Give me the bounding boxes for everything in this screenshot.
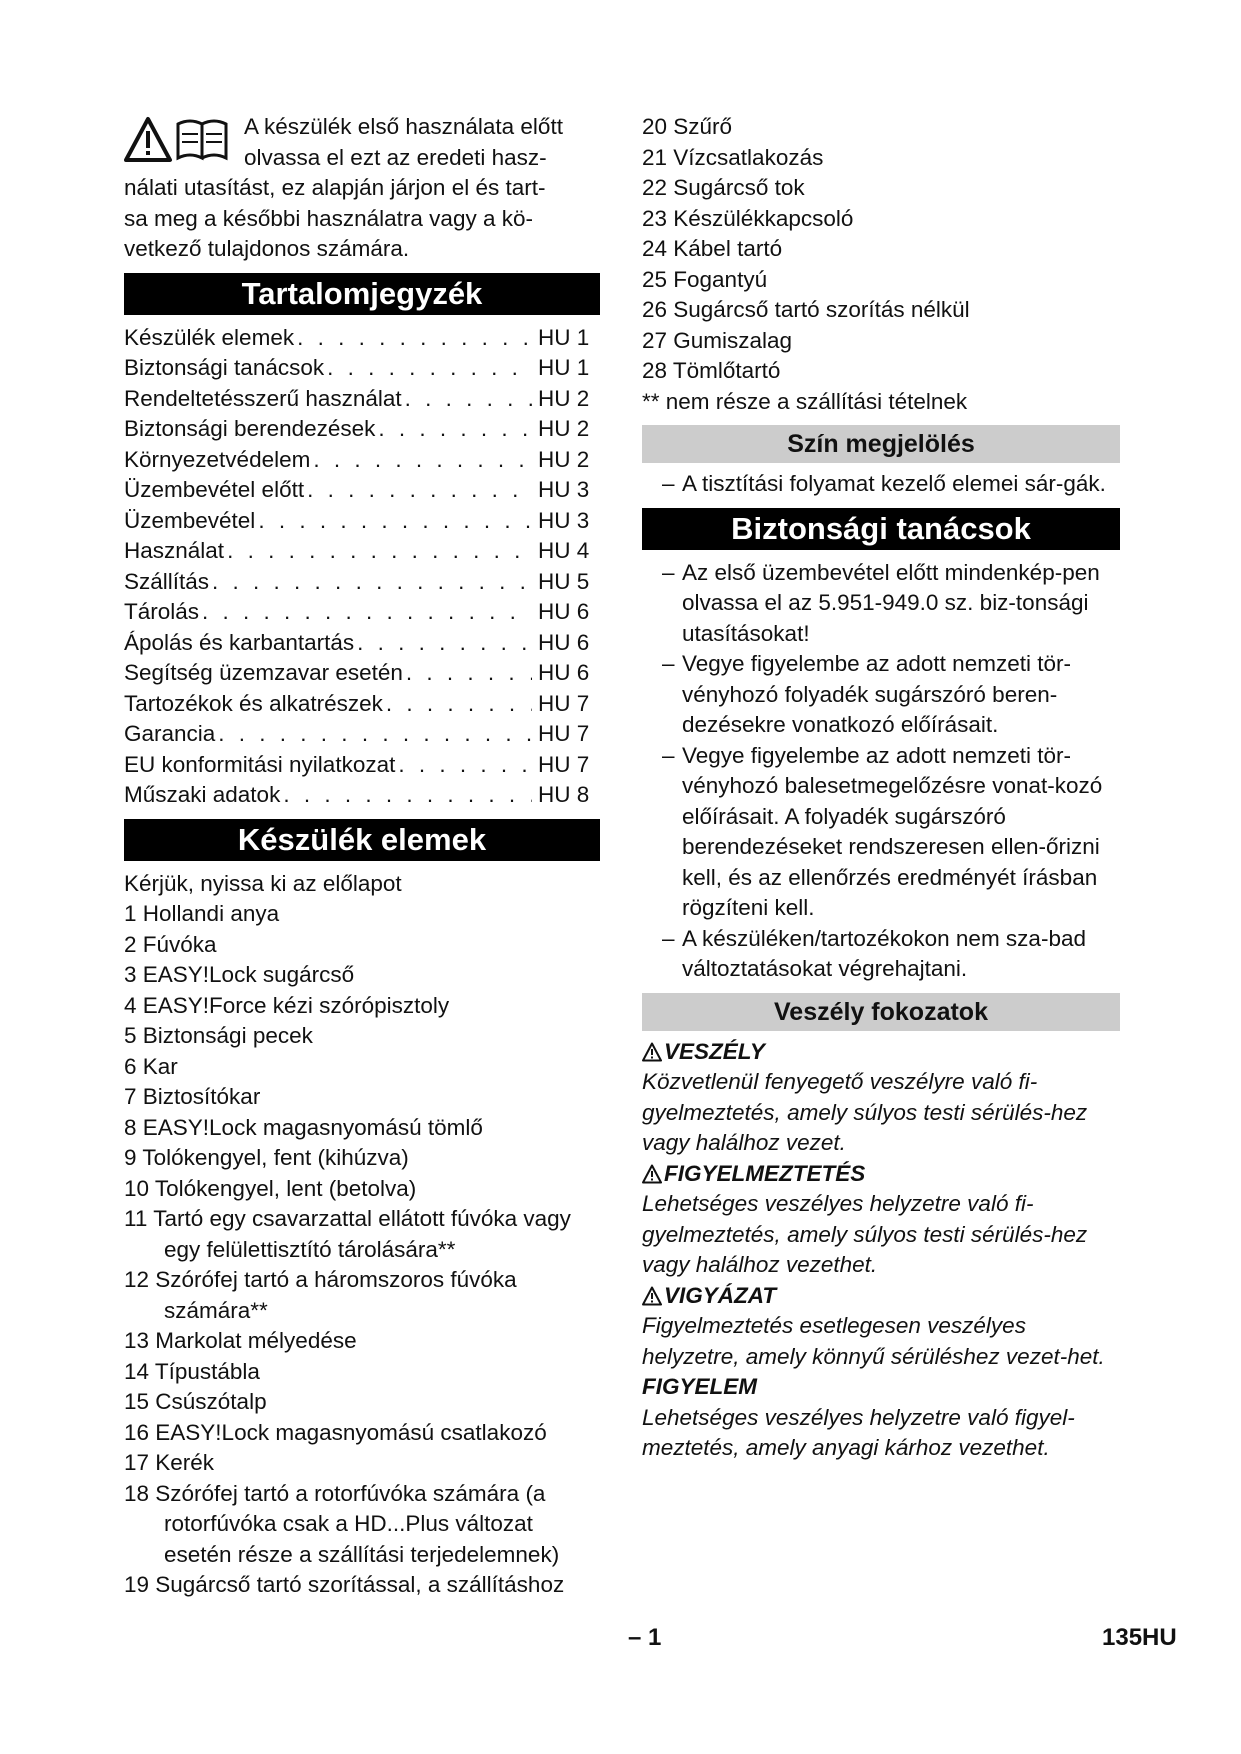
toc-entry[interactable] [124,445,600,476]
hazard-level-title [642,1372,1120,1403]
list-item: 10 Tolókengyel, lent (betolva) [124,1175,417,1201]
safety-item-text: Vegye figyelembe az adott nemzeti tör-vényhozó balesetmegelőzésre vonat-kozó előírásait. A folyadék sugárszóró berendezéseket rendszeresen ellen-őrizni kell, és az ellenőrzés eredményét írásban rögzíteni kell. [682,742,1103,920]
toc-entry[interactable] [124,780,600,811]
elements-list [124,869,600,1601]
list-item: 27 Gumiszalag [642,327,793,353]
toc-leader [304,475,532,506]
color-heading: Szín megjelölés [642,425,1120,463]
elements-intro: Kérjük, nyissa ki az előlapot [124,870,402,896]
safety-item-text: Az első üzembevétel előtt mindenkép-pen olvassa el az 5.951-949.0 sz. biz-tonsági utasításokat! [682,559,1100,646]
toc-leader [403,658,532,689]
toc-entry-page: HU 7 [538,721,590,746]
safety-item: – A készüléken/tartozékokon nem sza-bad változtatásokat végrehajtani. [662,925,1086,981]
list-item: 2 Fúvóka [124,931,217,957]
toc-entry[interactable] [124,628,600,659]
toc-leader [280,780,532,811]
toc-entry-title: Biztonsági berendezések [124,416,376,441]
intro-line: sa meg a későbbi használatra vagy a kö- [124,205,533,231]
toc-entry-page: HU 4 [538,538,590,563]
list-item: 20 Szűrő [642,114,733,139]
toc-entry-title: Ápolás és karbantartás [124,629,355,655]
intro-notice [124,112,600,265]
toc-entry[interactable] [124,384,600,415]
toc-leader [383,689,532,720]
toc-leader [395,750,532,781]
toc-entry-page: HU 2 [538,385,590,411]
toc-entry[interactable] [124,597,600,628]
list-item: 11 Tartó egy csavarzattal ellátott fúvóka vagy egy felülettisztító tárolására** [124,1206,571,1262]
intro-line: olvassa el ezt az eredeti hasz- [244,144,547,170]
toc-entry[interactable] [124,536,600,567]
page-code: 135HU [1102,1624,1177,1651]
intro-line: nálati utasítást, ez alapján járjon el és tart- [124,175,546,200]
list-item: 21 Vízcsatlakozás [642,144,824,170]
toc-entry-title: Használat [124,538,225,563]
toc-leader [199,597,532,628]
toc-leader [310,445,532,476]
toc-entry-title: Üzembevétel előtt [124,477,305,502]
list-item: 15 Csúszótalp [124,1389,267,1414]
toc-entry-page: HU 2 [538,446,590,472]
warning-triangle-icon [642,1164,662,1184]
toc-entry-page: HU 3 [538,507,590,533]
right-column [642,112,1120,1464]
elements-heading: Készülék elemek [124,819,600,861]
hazard-level-name: VIGYÁZAT [664,1282,777,1308]
warning-triangle-icon [126,119,170,160]
table-of-contents [124,323,600,811]
toc-entry-page: HU 1 [538,324,590,350]
toc-entry-title: Szállítás [124,568,210,594]
elements-note: ** nem része a szállítási tételnek [642,388,968,414]
list-item: 6 Kar [124,1053,178,1079]
hazard-heading: Veszély fokozatok [642,993,1120,1031]
list-item: 12 Szórófej tartó a háromszoros fúvóka számára** [124,1267,517,1323]
toc-leader [255,506,532,537]
safety-item: – Vegye figyelembe az adott nemzeti tör-vényhozó balesetmegelőzésre vonat-kozó előírásait. A folyadék sugárszóró berendezéseket rendszeresen ellen-őrizni kell, és az ellenőrzés eredményét írásban rögzíteni kell. [662,742,1103,920]
toc-entry[interactable] [124,506,600,537]
toc-entry-page: HU 1 [538,355,590,380]
toc-entry-page: HU 7 [538,690,590,716]
color-item: – A tisztítási folyamat kezelő elemei sár-gák. [662,471,1106,496]
list-item: 28 Tömlőtartó [642,358,781,383]
list-item: 13 Markolat mélyedése [124,1328,357,1353]
toc-entry-page: HU 8 [538,782,590,807]
hazard-level-text: Lehetséges veszélyes helyzetre való figyel-meztetés, amely anyagi kárhoz vezethet. [642,1404,1075,1460]
safety-item-text: A készüléken/tartozékokon nem sza-bad változtatásokat végrehajtani. [682,925,1086,981]
toc-entry-title: Műszaki adatok [124,782,281,807]
hazard-level-title [642,1159,1120,1190]
safety-item-text: Vegye figyelembe az adott nemzeti tör-vényhozó folyadék sugárszóró beren-dezésekre vonatkozó előírásait. [682,651,1071,737]
intro-line: vetkező tulajdonos számára. [124,236,410,261]
list-item: 8 EASY!Lock magasnyomású tömlő [124,1114,483,1140]
hazard-level-text: Lehetséges veszélyes helyzetre való fi-gyelmeztetés, amely súlyos testi sérülés-hez vagy halálhoz vezethet. [642,1191,1088,1277]
toc-entry-title: Garancia [124,721,216,746]
toc-entry-title: Segítség üzemzavar esetén [124,660,403,685]
list-item: 1 Hollandi anya [124,901,280,926]
toc-heading: Tartalomjegyzék [124,273,600,315]
toc-leader [215,719,532,750]
toc-entry-title: Rendeltetésszerű használat [124,385,402,411]
toc-entry[interactable] [124,750,600,781]
intro-line: A készülék első használata előtt [244,114,563,139]
list-item: 16 EASY!Lock magasnyomású csatlakozó [124,1419,547,1445]
warning-and-manual-icons [124,116,232,166]
color-item-text: A tisztítási folyamat kezelő elemei sár-gák. [682,471,1106,496]
open-book-icon [178,121,226,158]
list-item: 3 EASY!Lock sugárcső [124,962,355,987]
toc-entry[interactable] [124,689,600,720]
toc-leader [324,353,532,384]
toc-leader [224,536,532,567]
left-column [124,112,600,1601]
list-item: 4 EASY!Force kézi szórópisztoly [124,992,450,1018]
toc-entry-page: HU 3 [538,477,590,502]
toc-entry-title: Tartozékok és alkatrészek [124,690,383,716]
toc-entry-title: Üzembevétel [124,507,256,533]
list-item: 24 Kábel tartó [642,236,783,261]
safety-list [642,558,1120,985]
hazard-level-title [642,1037,1120,1068]
toc-entry[interactable] [124,414,600,445]
safety-heading: Biztonsági tanácsok [642,508,1120,550]
toc-entry-title: Környezetvédelem [124,446,311,472]
toc-entry-title: EU konformitási nyilatkozat [124,751,396,777]
list-item: 14 Típustábla [124,1358,260,1384]
hazard-level-name: FIGYELEM [642,1374,758,1399]
toc-entry-page: HU 5 [538,568,590,594]
toc-entry-title: Biztonsági tanácsok [124,355,325,380]
toc-entry[interactable] [124,567,600,598]
list-item: 7 Biztosítókar [124,1084,261,1109]
toc-leader [209,567,532,598]
toc-entry[interactable] [124,323,600,354]
list-item: 23 Készülékkapcsoló [642,205,854,231]
toc-entry-page: HU 7 [538,751,590,777]
list-item: 22 Sugárcső tok [642,175,805,200]
list-item: 18 Szórófej tartó a rotorfúvóka számára (a rotorfúvóka csak a HD...Plus változat esetén része a szállítási terjedelemnek) [124,1480,560,1567]
toc-entry-page: HU 2 [538,416,590,441]
toc-entry[interactable] [124,475,600,506]
list-item: 19 Sugárcső tartó szorítással, a szállításhoz [124,1572,565,1597]
warning-triangle-icon [642,1042,662,1062]
list-item: 5 Biztonsági pecek [124,1023,313,1048]
list-item: 26 Sugárcső tartó szorítás nélkül [642,297,970,322]
hazard-level-name: VESZÉLY [664,1038,765,1064]
toc-entry-page: HU 6 [538,660,590,685]
safety-item: – Vegye figyelembe az adott nemzeti tör-vényhozó folyadék sugárszóró beren-dezésekre vonatkozó előírásait. [662,651,1071,737]
safety-item: – Az első üzembevétel előtt mindenkép-pen olvassa el az 5.951-949.0 sz. biz-tonsági utasításokat! [662,559,1100,646]
list-item: 17 Kerék [124,1450,215,1475]
toc-entry[interactable] [124,353,600,384]
toc-entry-title: Tárolás [124,599,200,624]
hazard-level-name: FIGYELMEZTETÉS [664,1160,866,1186]
toc-leader [294,323,532,354]
toc-entry-page: HU 6 [538,599,590,624]
warning-triangle-icon [642,1286,662,1306]
list-item: 9 Tolókengyel, fent (kihúzva) [124,1145,409,1170]
toc-leader [375,414,532,445]
elements-list-continued [642,112,1120,417]
list-item: 25 Fogantyú [642,266,768,292]
toc-leader [402,384,532,415]
page-number: – 1 [628,1624,662,1651]
hazard-level-text: Figyelmeztetés esetlegesen veszélyes helyzetre, amely könnyű sérüléshez vezet-het. [642,1313,1105,1369]
toc-entry-title: Készülék elemek [124,324,295,350]
toc-entry[interactable] [124,658,600,689]
toc-entry[interactable] [124,719,600,750]
hazard-level-text: Közvetlenül fenyegető veszélyre való fi-gyelmeztetés, amely súlyos testi sérülés-hez vagy halálhoz vezet. [642,1069,1088,1155]
hazard-levels [642,1037,1120,1464]
toc-entry-page: HU 6 [538,629,590,655]
toc-leader [354,628,532,659]
hazard-level-title [642,1281,1120,1312]
